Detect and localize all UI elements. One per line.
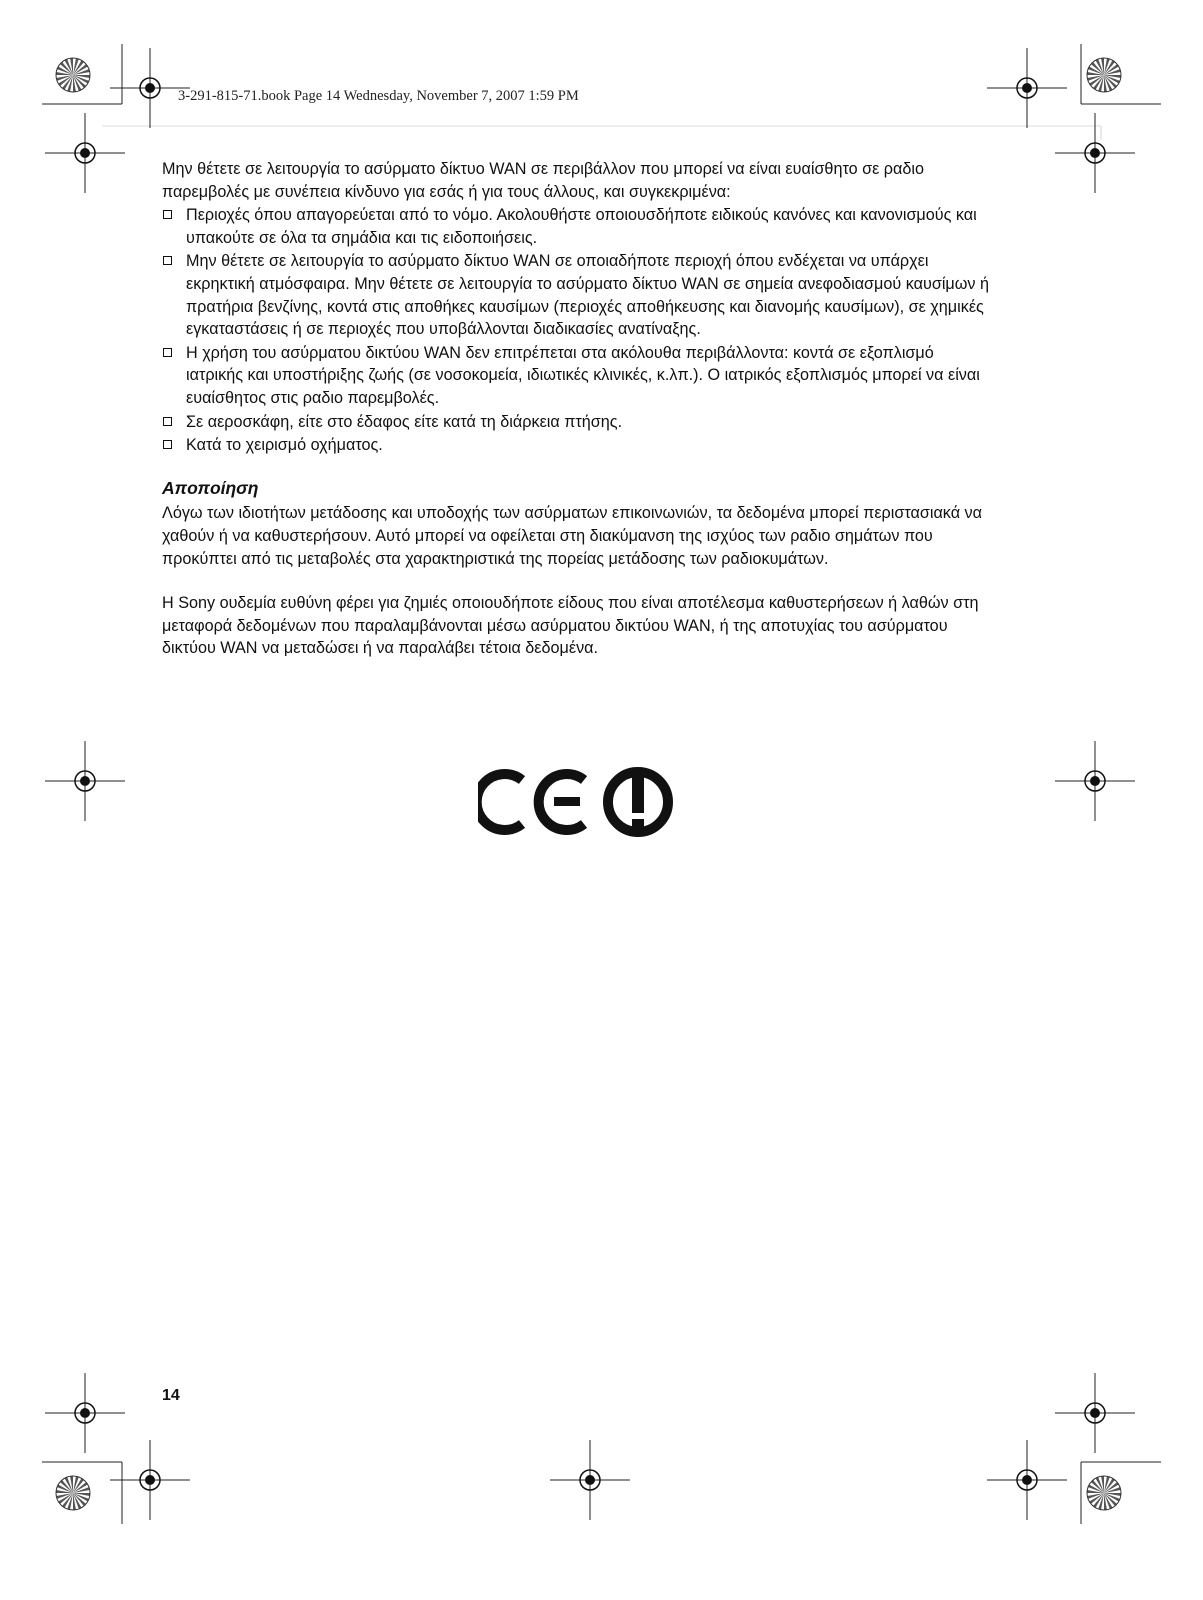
list-item bbox=[162, 342, 992, 410]
print-slug: 3-291-815-71.book Page 14 Wednesday, November 7, 2007 1:59 PM bbox=[178, 88, 579, 104]
registration-mark-icon bbox=[1055, 113, 1135, 193]
registration-mark-icon bbox=[1055, 1373, 1135, 1453]
list-item bbox=[162, 204, 992, 249]
star-target-icon bbox=[56, 58, 90, 92]
registration-mark-icon bbox=[1055, 741, 1135, 821]
liability-paragraph: Η Sony ουδεμία ευθύνη φέρει για ζημιές οποιουδήποτε είδους που είναι αποτέλεσμα καθυστερήσεων ή λαθών στη μεταφορά δεδομένων που παραλαμβάνονται μέσω ασύρματου δικτύου WAN, ή της αποτυχίας του ασύρματου δικτύου WAN να μεταδώσει ή να παραλάβει τέτοια δεδομένα. bbox=[162, 594, 979, 658]
list-item-text: Σε αεροσκάφη, είτε στο έδαφος είτε κατά τη διάρκεια πτήσης. bbox=[186, 412, 623, 431]
star-target-icon bbox=[56, 1476, 90, 1510]
document-body bbox=[162, 158, 992, 660]
checkbox-bullet-icon bbox=[163, 256, 172, 265]
list-item-text: Μην θέτετε σε λειτουργία το ασύρματο δίκτυο WAN σε οποιαδήποτε περιοχή όπου ενδέχεται να υπάρχει εκρηκτική ατμόσφαιρα. Μην θέτετε σε λειτουργία το ασύρματο δίκτυο WAN σε σημεία ανεφοδιασμού καυσίμων ή πρατήρια βενζίνης, κοντά στις αποθήκες καυσίμων (περιοχές αποθήκευσης και διανομής καυσίμων), σε χημικές εγκαταστάσεις ή σε περιοχές που υποβάλλονται διαδικασίες ανατίναξης. bbox=[186, 252, 989, 339]
checkbox-bullet-icon bbox=[163, 348, 172, 357]
registration-mark-icon bbox=[45, 741, 125, 821]
checkbox-bullet-icon bbox=[163, 417, 172, 426]
star-target-icon bbox=[1087, 1476, 1121, 1510]
section-heading: Αποποίηση bbox=[162, 477, 259, 498]
registration-mark-icon bbox=[45, 113, 125, 193]
registration-mark-icon bbox=[45, 1373, 125, 1453]
bullet-list bbox=[162, 204, 992, 457]
list-item-text: Περιοχές όπου απαγορεύεται από το νόμο. Ακολουθήστε οποιουσδήποτε ειδικούς κανόνες και κανονισμούς και υπακούτε σε όλα τα σημάδια και τις ειδοποιήσεις. bbox=[186, 206, 977, 247]
checkbox-bullet-icon bbox=[163, 210, 172, 219]
list-item-text: Η χρήση του ασύρματου δικτύου WAN δεν επιτρέπεται στα ακόλουθα περιβάλλοντα: κοντά σε εξοπλισμό ιατρικής και υποστήριξης ζωής (σε νοσοκομεία, ιδιωτικές κλινικές, κ.λπ.). Ο ιατρικός εξοπλισμός μπορεί να είναι ευαίσθητος στις ραδιο παρεμβολές. bbox=[186, 343, 980, 407]
list-item-text: Κατά το χειρισμό οχήματος. bbox=[186, 436, 383, 455]
page-number: 14 bbox=[162, 1387, 180, 1404]
disclaimer-paragraph: Λόγω των ιδιοτήτων μετάδοσης και υποδοχής των ασύρματων επικοινωνιών, τα δεδομένα μπορεί περιστασιακά να χαθούν ή να καθυστερήσουν. Αυτό μπορεί να οφείλεται στη διακύμανση της ισχύος των ραδιο σημάτων που προκύπτει από τις μεταβολές στα χαρακτηριστικά της πορείας μετάδοσης των ραδιοκυμάτων. bbox=[162, 504, 983, 568]
checkbox-bullet-icon bbox=[163, 440, 172, 449]
intro-paragraph: Μην θέτετε σε λειτουργία το ασύρματο δίκτυο WAN σε περιβάλλον που μπορεί να είναι ευαίσθητο σε ραδιο παρεμβολές με συνέπεια κίνδυνο για εσάς ή για τους άλλους, και συγκεκριμένα: bbox=[162, 160, 924, 201]
list-item bbox=[162, 250, 992, 340]
star-target-icon bbox=[1087, 58, 1121, 92]
registration-mark-icon bbox=[550, 1440, 630, 1520]
registration-mark-icon bbox=[987, 1440, 1067, 1520]
list-item bbox=[162, 434, 992, 457]
ce-alert-mark-icon bbox=[478, 766, 678, 838]
registration-mark-icon bbox=[987, 48, 1067, 128]
list-item bbox=[162, 411, 992, 434]
